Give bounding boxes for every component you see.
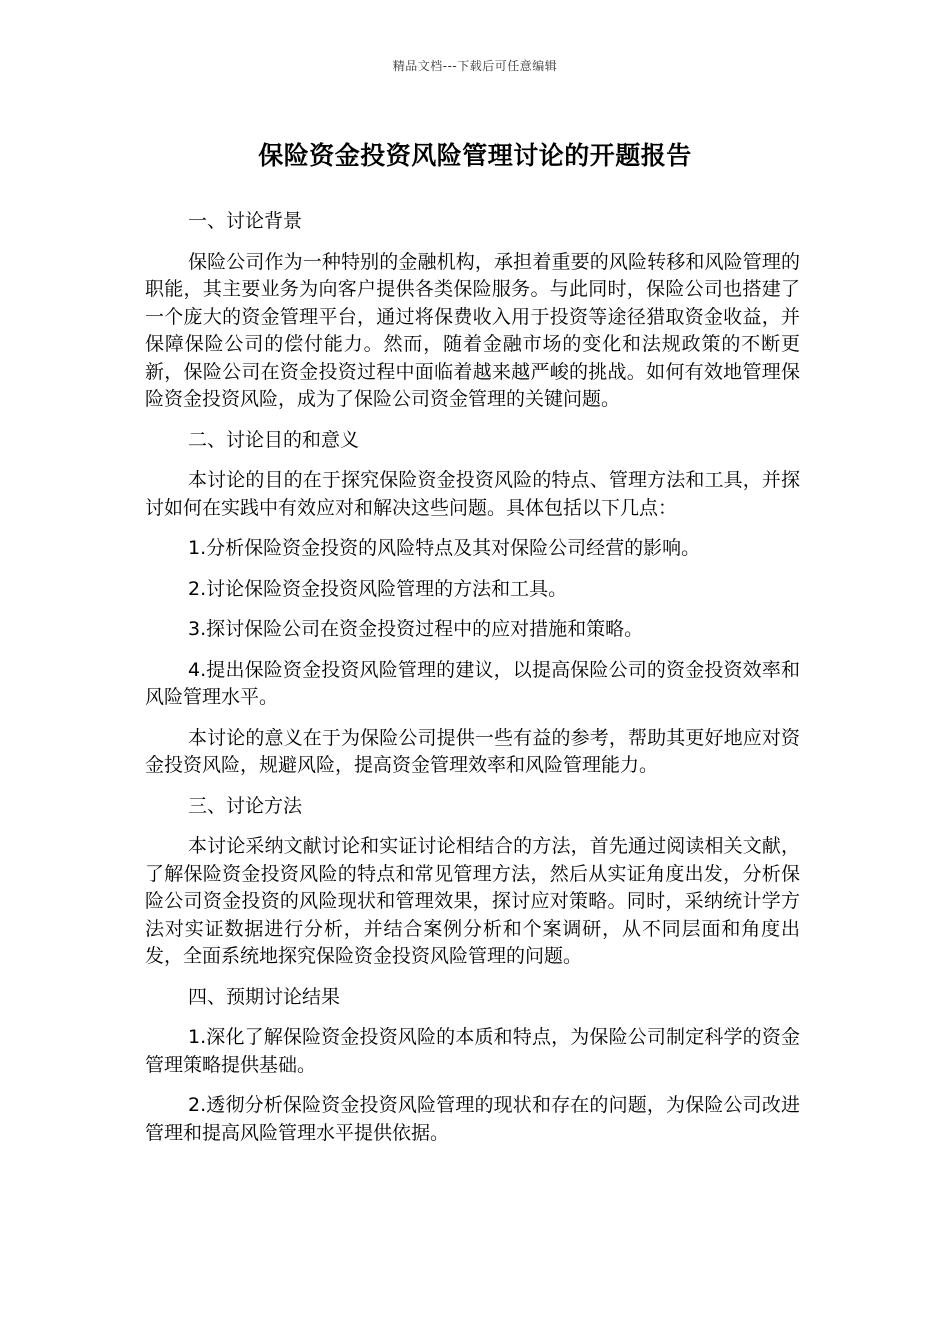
- list-item-purpose-2: 2.讨论保险资金投资风险管理的方法和工具。: [188, 577, 568, 600]
- list-item-result-1: 1.深化了解保险资金投资风险的本质和特点，为保险公司制定科学的资金管理策略提供基础。: [145, 1026, 800, 1076]
- section-heading-background: 一、讨论背景: [188, 210, 303, 232]
- paragraph-method: 本讨论采纳文献讨论和实证讨论相结合的方法，首先通过阅读相关文献，了解保险资金投资风险的特点和常见管理方法，然后从实证角度出发，分析保险公司资金投资的风险现状和管理效果，探讨应对策略。同时，采纳统计学方法对实证数据进行分析，并结合案例分析和个案调研，从不同层面和角度出发，全面系统地探究保险资金投资风险管理的问题。: [145, 835, 800, 967]
- document-title: 保险资金投资风险管理讨论的开题报告: [258, 141, 692, 170]
- list-item-purpose-4: 4.提出保险资金投资风险管理的建议，以提高保险公司的资金投资效率和风险管理水平。: [145, 658, 800, 708]
- list-item-result-2: 2.透彻分析保险资金投资风险管理的现状和存在的问题，为保险公司改进管理和提高风险管理水平提供依据。: [145, 1094, 800, 1144]
- list-item-purpose-1: 1.分析保险资金投资的风险特点及其对保险公司经营的影响。: [188, 537, 701, 559]
- header-note: 精品文档---下载后可任意编辑: [392, 59, 558, 73]
- section-heading-method: 三、讨论方法: [188, 794, 303, 817]
- section-heading-purpose: 二、讨论目的和意义: [188, 428, 360, 451]
- paragraph-significance: 本讨论的意义在于为保险公司提供一些有益的参考，帮助其更好地应对资金投资风险，规避风险，提高资金管理效率和风险管理能力。: [145, 726, 800, 776]
- list-item-purpose-3: 3.探讨保险公司在资金投资过程中的应对措施和策略。: [188, 618, 644, 640]
- paragraph-background: 保险公司作为一种特别的金融机构，承担着重要的风险转移和风险管理的职能，其主要业务为向客户提供各类保险服务。与此同时，保险公司也搭建了一个庞大的资金管理平台，通过将保费收入用于投资等途径猎取资金收益，并保障保险公司的偿付能力。然而，随着金融市场的变化和法规政策的不断更新，保险公司在资金投资过程中面临着越来越严峻的挑战。如何有效地管理保险资金投资风险，成为了保险公司资金管理的关键问题。: [145, 250, 800, 410]
- paragraph-purpose: 本讨论的目的在于探究保险资金投资风险的特点、管理方法和工具，并探讨如何在实践中有效应对和解决这些问题。具体包括以下几点：: [145, 469, 800, 519]
- document-body: [145, 208, 800, 1160]
- section-heading-expected-results: 四、预期讨论结果: [188, 985, 341, 1008]
